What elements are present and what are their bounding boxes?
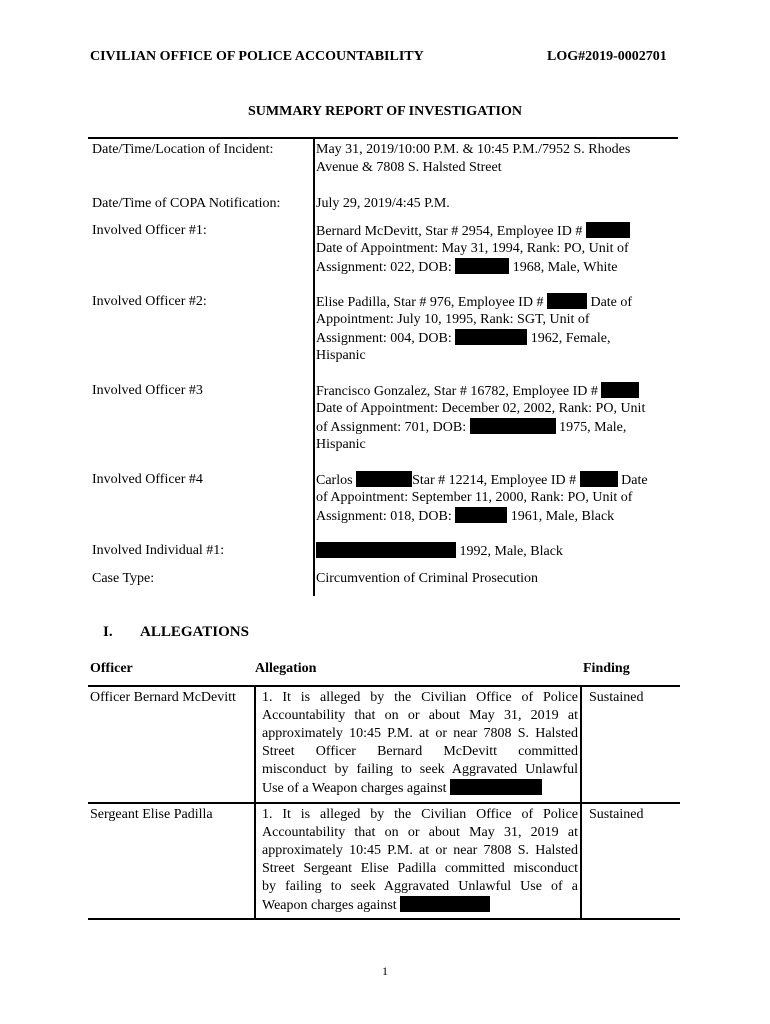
individual-value-text: 1992, Male, Black [459, 544, 563, 559]
table-row-officer: Sergeant Elise Padilla [90, 807, 213, 822]
redaction-block [450, 779, 542, 795]
officer2-line4: Hispanic [316, 348, 366, 363]
allegation-line: Accountability that on or about May 31, 2019 at [262, 825, 578, 840]
table-row-finding: Sustained [589, 690, 644, 705]
allegation-line: 1. It is alleged by the Civilian Office of Police [262, 690, 578, 705]
officer3-label: Involved Officer #3 [92, 383, 203, 398]
table-rule-bottom [88, 918, 680, 920]
col-header-finding: Finding [583, 661, 630, 676]
officer4-line1a: Carlos [316, 473, 353, 488]
page-number: 1 [382, 964, 388, 978]
incident-value-line1: May 31, 2019/10:00 P.M. & 10:45 P.M./7952 S. Rhodes [316, 142, 631, 157]
officer2-line1 [316, 293, 678, 312]
officer1-label: Involved Officer #1: [92, 223, 207, 238]
notification-label: Date/Time of COPA Notification: [92, 196, 281, 211]
officer3-line2: Date of Appointment: December 02, 2002, Rank: PO, Unit [316, 401, 646, 416]
table-row-finding: Sustained [589, 807, 644, 822]
case-type-label: Case Type: [92, 571, 155, 586]
allegation-line: approximately 10:45 P.M. at or near 7808 S. Halsted [262, 726, 578, 741]
officer4-line1 [316, 471, 678, 490]
officer2-line3a: Assignment: 004, DOB: [316, 331, 452, 346]
individual-value [316, 542, 678, 561]
allegation-line: misconduct by failing to seek Aggravated Unlawful [262, 762, 578, 777]
officer1-line1 [316, 222, 678, 241]
officer3-line1-text: Francisco Gonzalez, Star # 16782, Employee ID # [316, 384, 598, 399]
col-header-officer: Officer [90, 661, 133, 676]
allegation-line: by failing to seek Aggravated Unlawful Use of a [262, 879, 578, 894]
table-rule-top [88, 685, 680, 687]
allegation-line-text: Use of a Weapon charges against [262, 781, 447, 796]
summary-top-rule [88, 137, 678, 139]
officer4-line1c: Date [621, 473, 648, 488]
table-row-allegation [262, 689, 578, 797]
table-col-rule-2 [580, 686, 582, 919]
summary-column-rule [313, 138, 315, 596]
officer1-line3b: 1968, Male, White [512, 260, 618, 275]
table-rule-mid [88, 802, 680, 804]
redaction-block [547, 293, 587, 309]
redaction-block [586, 222, 630, 238]
section-number: I. [103, 624, 113, 640]
officer2-line3b: 1962, Female, [530, 331, 611, 346]
redaction-block [400, 896, 490, 912]
allegation-line: 1. It is alleged by the Civilian Office of Police [262, 807, 578, 822]
redaction-block [316, 542, 456, 558]
allegation-line: Accountability that on or about May 31, 2019 at [262, 708, 578, 723]
redaction-block [455, 329, 527, 345]
officer1-line1-text: Bernard McDevitt, Star # 2954, Employee ID # [316, 224, 583, 239]
officer2-line3 [316, 329, 678, 348]
officer2-line1b: Date of [590, 295, 633, 310]
allegation-line-last [262, 779, 578, 797]
report-title: SUMMARY REPORT OF INVESTIGATION [248, 104, 522, 119]
table-row-allegation [262, 806, 578, 914]
allegation-line: Street Officer Bernard McDevitt committed [262, 744, 578, 759]
officer2-line2: Appointment: July 10, 1995, Rank: SGT, Unit of [316, 312, 590, 327]
officer3-line3b: 1975, Male, [559, 420, 627, 435]
table-col-rule-1 [254, 686, 256, 919]
log-number: LOG#2019-0002701 [547, 49, 667, 64]
allegation-line-last [262, 896, 578, 914]
officer4-line3b: 1961, Male, Black [510, 509, 615, 524]
officer2-line1a: Elise Padilla, Star # 976, Employee ID # [316, 295, 544, 310]
table-row-officer: Officer Bernard McDevitt [90, 690, 236, 705]
redaction-block [455, 258, 509, 274]
officer4-line1b: Star # 12214, Employee ID # [412, 473, 577, 488]
officer3-line1 [316, 382, 678, 401]
allegation-line-text: Weapon charges against [262, 898, 397, 913]
section-title: ALLEGATIONS [140, 624, 249, 640]
agency-header: CIVILIAN OFFICE OF POLICE ACCOUNTABILITY [90, 49, 424, 64]
case-type-value: Circumvention of Criminal Prosecution [316, 571, 539, 586]
incident-value-line2: Avenue & 7808 S. Halsted Street [316, 160, 502, 175]
redaction-block [580, 471, 618, 487]
officer4-label: Involved Officer #4 [92, 472, 203, 487]
redaction-block [455, 507, 507, 523]
notification-value: July 29, 2019/4:45 P.M. [316, 196, 450, 211]
allegation-line: Street Sergeant Elise Padilla committed misconduct [262, 861, 578, 876]
officer3-line3a: of Assignment: 701, DOB: [316, 420, 467, 435]
officer1-line2: Date of Appointment: May 31, 1994, Rank: PO, Unit of [316, 241, 629, 256]
officer4-line3 [316, 507, 678, 526]
officer4-line2: of Appointment: September 11, 2000, Rank: PO, Unit of [316, 490, 633, 505]
allegation-line: approximately 10:45 P.M. at or near 7808 S. Halsted [262, 843, 578, 858]
col-header-allegation: Allegation [255, 661, 317, 676]
officer2-label: Involved Officer #2: [92, 294, 207, 309]
redaction-block [470, 418, 556, 434]
officer1-line3 [316, 258, 678, 277]
officer1-line3a: Assignment: 022, DOB: [316, 260, 452, 275]
redaction-block [601, 382, 639, 398]
officer3-line4: Hispanic [316, 437, 366, 452]
officer3-line3 [316, 418, 678, 437]
incident-label: Date/Time/Location of Incident: [92, 142, 274, 157]
officer4-line3a: Assignment: 018, DOB: [316, 509, 452, 524]
redaction-block [356, 471, 412, 487]
individual-label: Involved Individual #1: [92, 543, 225, 558]
